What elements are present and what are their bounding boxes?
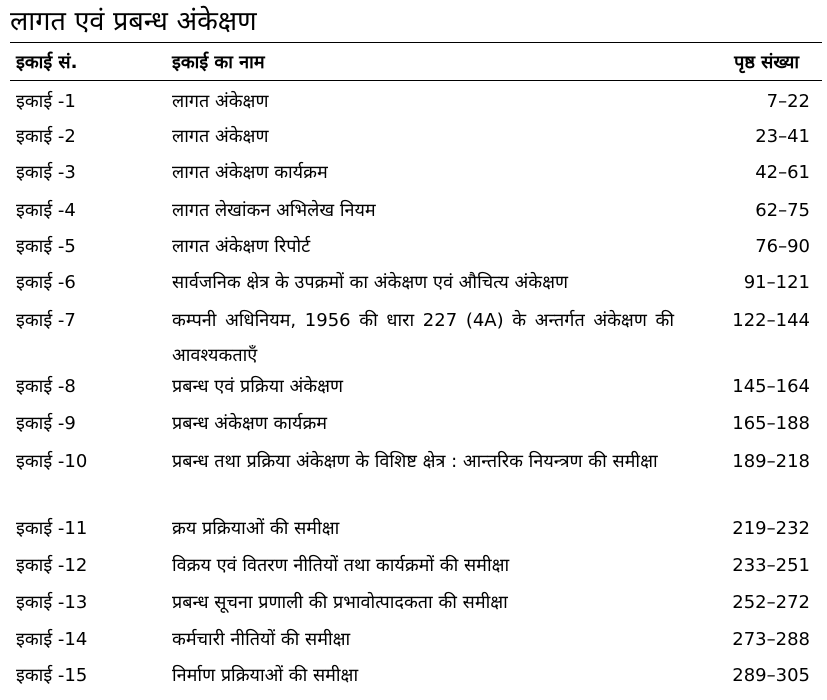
unit-name: प्रबन्ध सूचना प्रणाली की प्रभावोत्पादकता की समीक्षा: [172, 592, 508, 613]
unit-name: क्रय प्रक्रियाओं की समीक्षा: [172, 518, 340, 539]
header-unit-no: इकाई सं.: [16, 52, 78, 73]
top-rule: [10, 42, 822, 43]
unit-name: लागत लेखांकन अभिलेख नियम: [172, 200, 376, 221]
unit-name: सार्वजनिक क्षेत्र के उपक्रमों का अंकेक्षण एवं औचित्य अंकेक्षण: [172, 272, 569, 293]
unit-name: कम्पनी अधिनियम, 1956 की धारा 227 (4A) के अन्तर्गत अंकेक्षण की आवश्यकताएँ: [172, 310, 674, 366]
page-range: 219–232: [732, 518, 810, 539]
page-range: 145–164: [732, 376, 810, 397]
unit-number: इकाई -14: [16, 629, 88, 650]
unit-name: लागत अंकेक्षण: [172, 91, 269, 112]
unit-name: लागत अंकेक्षण: [172, 126, 269, 147]
unit-name: प्रबन्ध तथा प्रक्रिया अंकेक्षण के विशिष्ट क्षेत्र : आन्तरिक नियन्त्रण की समीक्षा: [172, 451, 658, 472]
unit-number: इकाई -11: [16, 518, 88, 539]
unit-number: इकाई -7: [16, 310, 76, 331]
header-rule: [10, 80, 822, 81]
unit-number: इकाई -12: [16, 555, 88, 576]
page-range: 76–90: [755, 236, 810, 257]
unit-name: विक्रय एवं वितरण नीतियों तथा कार्यक्रमों की समीक्षा: [172, 555, 510, 576]
unit-name: निर्माण प्रक्रियाओं की समीक्षा: [172, 665, 359, 686]
page-range: 289–305: [732, 665, 810, 686]
page-range: 91–121: [743, 272, 810, 293]
unit-number: इकाई -13: [16, 592, 88, 613]
page-range: 62–75: [755, 200, 810, 221]
unit-number: इकाई -8: [16, 376, 76, 397]
unit-number: इकाई -2: [16, 126, 76, 147]
page-title: लागत एवं प्रबन्ध अंकेक्षण: [10, 6, 257, 37]
unit-number: इकाई -3: [16, 162, 76, 183]
page-range: 23–41: [755, 126, 810, 147]
unit-number: इकाई -4: [16, 200, 76, 221]
page-range: 233–251: [732, 555, 810, 576]
unit-name: प्रबन्ध अंकेक्षण कार्यक्रम: [172, 413, 328, 434]
unit-number: इकाई -10: [16, 451, 88, 472]
unit-number: इकाई -6: [16, 272, 76, 293]
page-range: 252–272: [732, 592, 810, 613]
page-range: 42–61: [755, 162, 810, 183]
page-range: 7–22: [766, 91, 810, 112]
page-range: 122–144: [732, 310, 810, 331]
unit-number: इकाई -5: [16, 236, 76, 257]
unit-name: लागत अंकेक्षण रिपोर्ट: [172, 236, 311, 257]
page-range: 165–188: [732, 413, 810, 434]
header-page-no: पृष्ठ संख्या: [734, 52, 799, 73]
header-unit-name: इकाई का नाम: [172, 52, 265, 73]
unit-name: प्रबन्ध एवं प्रक्रिया अंकेक्षण: [172, 376, 344, 397]
unit-number: इकाई -9: [16, 413, 76, 434]
unit-number: इकाई -15: [16, 665, 88, 686]
unit-name: कर्मचारी नीतियों की समीक्षा: [172, 629, 351, 650]
page-range: 273–288: [732, 629, 810, 650]
unit-number: इकाई -1: [16, 91, 76, 112]
unit-name: लागत अंकेक्षण कार्यक्रम: [172, 162, 328, 183]
page-range: 189–218: [732, 451, 810, 472]
